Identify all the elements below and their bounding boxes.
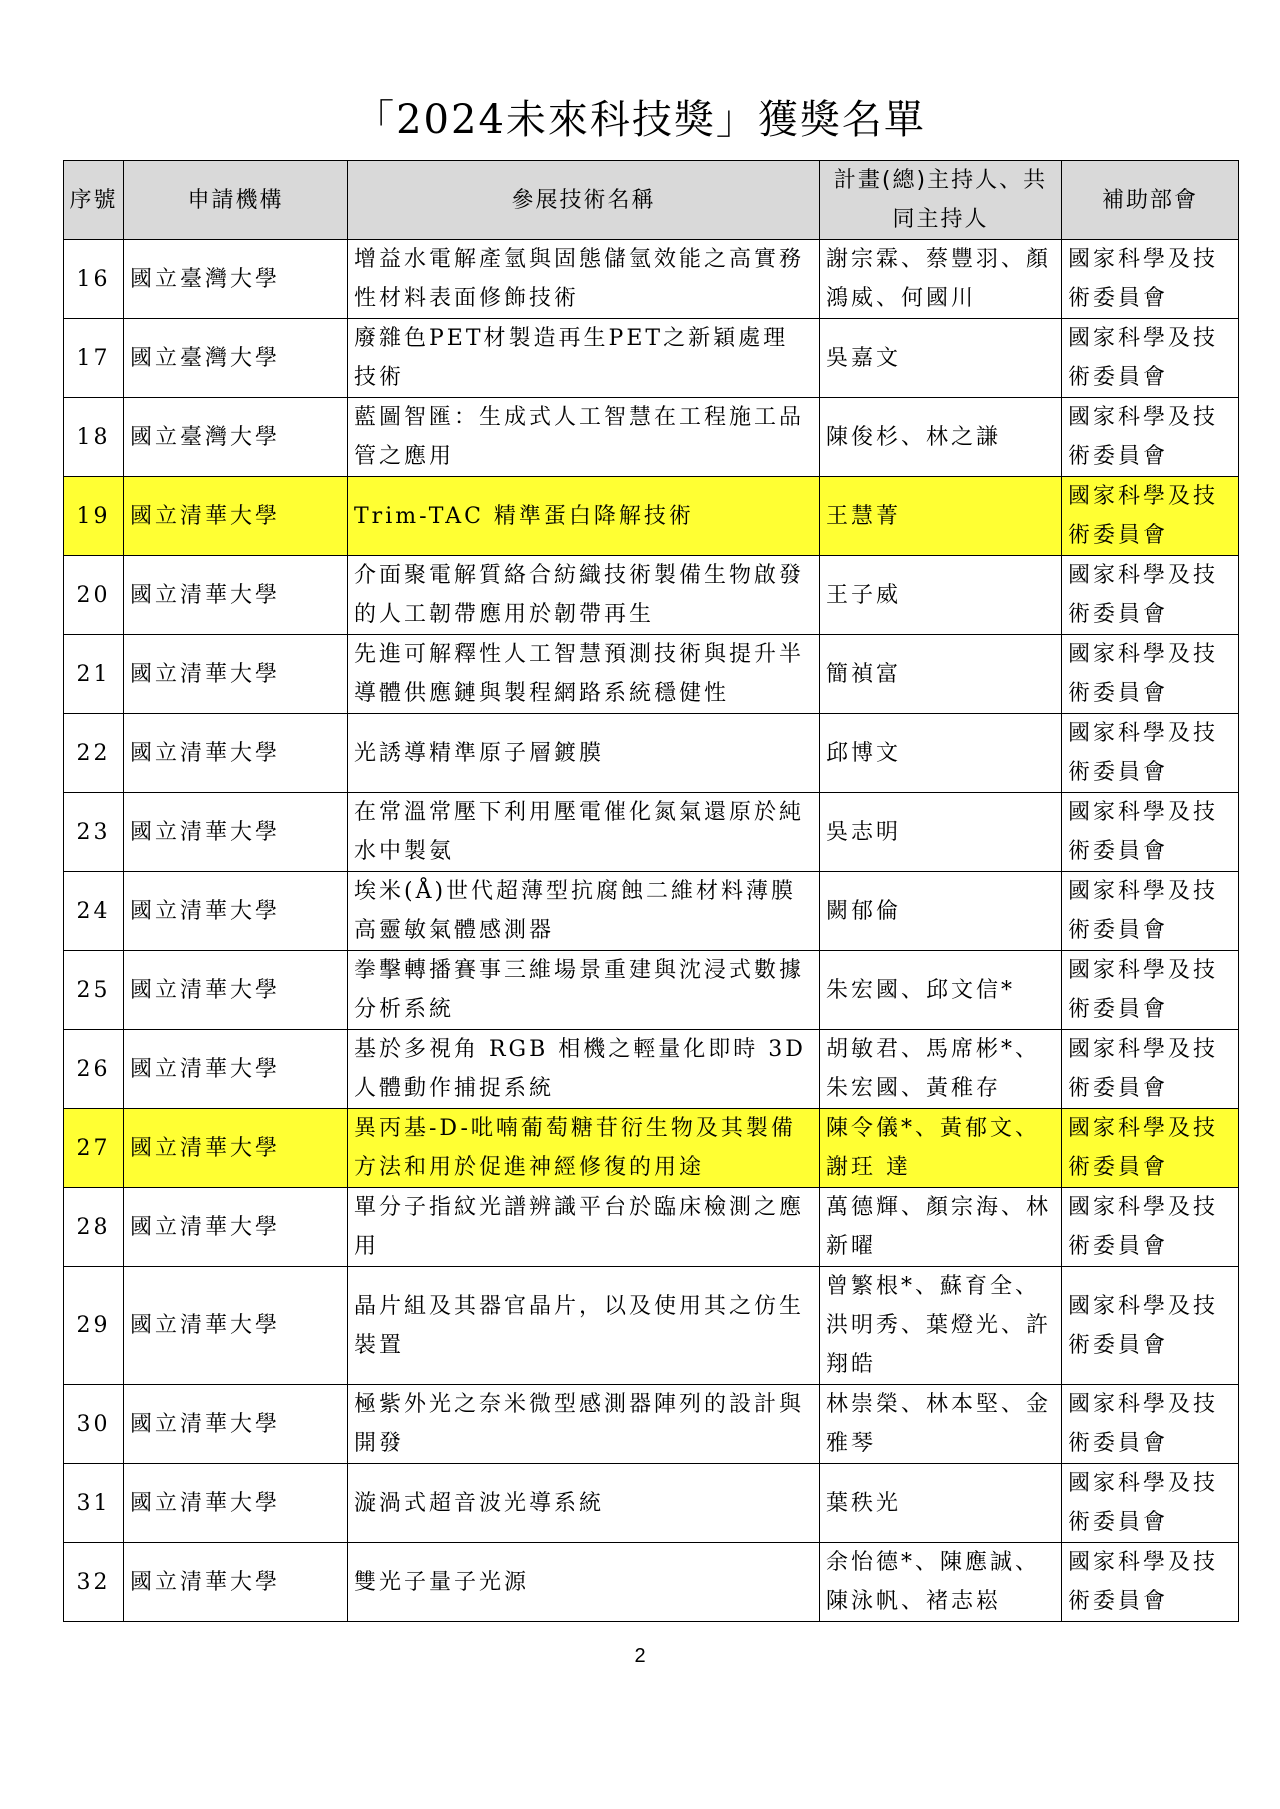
row-org: 國立臺灣大學 (124, 319, 348, 398)
row-tech-name: Trim-TAC 精準蛋白降解技術 (348, 477, 820, 556)
row-host: 曾繁根*、蘇育全、洪明秀、葉燈光、許翔皓 (820, 1267, 1062, 1385)
row-ministry: 國家科學及技術委員會 (1062, 714, 1239, 793)
header-ministry: 補助部會 (1062, 161, 1239, 240)
row-ministry: 國家科學及技術委員會 (1062, 477, 1239, 556)
row-seq: 18 (64, 398, 124, 477)
row-seq: 22 (64, 714, 124, 793)
row-org: 國立清華大學 (124, 1109, 348, 1188)
header-host: 計畫(總)主持人、共同主持人 (820, 161, 1062, 240)
row-ministry: 國家科學及技術委員會 (1062, 1385, 1239, 1464)
header-tech: 參展技術名稱 (348, 161, 820, 240)
row-org: 國立清華大學 (124, 1464, 348, 1543)
row-ministry: 國家科學及技術委員會 (1062, 398, 1239, 477)
header-seq: 序號 (64, 161, 124, 240)
row-seq: 19 (64, 477, 124, 556)
awards-table (63, 160, 1239, 1622)
row-seq: 21 (64, 635, 124, 714)
row-org: 國立清華大學 (124, 793, 348, 872)
row-seq: 30 (64, 1385, 124, 1464)
row-ministry: 國家科學及技術委員會 (1062, 1109, 1239, 1188)
row-tech-name: 先進可解釋性人工智慧預測技術與提升半導體供應鏈與製程網路系統穩健性 (348, 635, 820, 714)
table-row (64, 714, 1239, 793)
table-row (64, 1385, 1239, 1464)
row-ministry: 國家科學及技術委員會 (1062, 1267, 1239, 1385)
row-seq: 25 (64, 951, 124, 1030)
table-body (64, 240, 1239, 1622)
row-seq: 24 (64, 872, 124, 951)
row-tech-name: 極紫外光之奈米微型感測器陣列的設計與開發 (348, 1385, 820, 1464)
row-seq: 23 (64, 793, 124, 872)
row-host: 陳俊杉、林之謙 (820, 398, 1062, 477)
row-tech-name: 單分子指紋光譜辨識平台於臨床檢測之應用 (348, 1188, 820, 1267)
row-ministry: 國家科學及技術委員會 (1062, 951, 1239, 1030)
row-org: 國立清華大學 (124, 714, 348, 793)
row-tech-name: 拳擊轉播賽事三維場景重建與沈浸式數據分析系統 (348, 951, 820, 1030)
row-org: 國立清華大學 (124, 477, 348, 556)
row-tech-name: 漩渦式超音波光導系統 (348, 1464, 820, 1543)
row-tech-name: 增益水電解產氫與固態儲氫效能之高實務性材料表面修飾技術 (348, 240, 820, 319)
row-seq: 17 (64, 319, 124, 398)
row-org: 國立清華大學 (124, 556, 348, 635)
row-org: 國立清華大學 (124, 1543, 348, 1622)
row-host: 吳嘉文 (820, 319, 1062, 398)
row-org: 國立臺灣大學 (124, 398, 348, 477)
table-row (64, 793, 1239, 872)
row-ministry: 國家科學及技術委員會 (1062, 1188, 1239, 1267)
row-tech-name: 光誘導精準原子層鍍膜 (348, 714, 820, 793)
row-host: 簡禎富 (820, 635, 1062, 714)
row-seq: 26 (64, 1030, 124, 1109)
row-seq: 28 (64, 1188, 124, 1267)
table-row (64, 951, 1239, 1030)
page-number: 2 (634, 1645, 646, 1667)
table-row (64, 1464, 1239, 1543)
table-row (64, 1543, 1239, 1622)
row-host: 朱宏國、邱文信* (820, 951, 1062, 1030)
row-org: 國立清華大學 (124, 951, 348, 1030)
row-tech-name: 晶片組及其器官晶片，以及使用其之仿生裝置 (348, 1267, 820, 1385)
document-title: 「2024未來科技獎」獲獎名單 (354, 97, 926, 143)
row-ministry: 國家科學及技術委員會 (1062, 635, 1239, 714)
row-host: 闕郁倫 (820, 872, 1062, 951)
row-org: 國立清華大學 (124, 1267, 348, 1385)
row-ministry: 國家科學及技術委員會 (1062, 872, 1239, 951)
table-row (64, 556, 1239, 635)
row-org: 國立清華大學 (124, 1385, 348, 1464)
table-row (64, 1188, 1239, 1267)
row-host: 余怡德*、陳應誠、陳泳帆、褚志崧 (820, 1543, 1062, 1622)
header-org: 申請機構 (124, 161, 348, 240)
row-host: 謝宗霖、蔡豐羽、顏鴻威、何國川 (820, 240, 1062, 319)
row-tech-name: 異丙基-D-吡喃葡萄糖苷衍生物及其製備方法和用於促進神經修復的用途 (348, 1109, 820, 1188)
row-host: 吳志明 (820, 793, 1062, 872)
table-row (64, 635, 1239, 714)
row-org: 國立臺灣大學 (124, 240, 348, 319)
row-host: 林崇榮、林本堅、金雅琴 (820, 1385, 1062, 1464)
row-tech-name: 介面聚電解質絡合紡織技術製備生物啟發的人工韌帶應用於韌帶再生 (348, 556, 820, 635)
row-ministry: 國家科學及技術委員會 (1062, 556, 1239, 635)
row-host: 陳令儀*、黃郁文、謝玨 達 (820, 1109, 1062, 1188)
row-host: 葉秩光 (820, 1464, 1062, 1543)
row-host: 萬德輝、顏宗海、林新曜 (820, 1188, 1062, 1267)
row-org: 國立清華大學 (124, 1188, 348, 1267)
row-host: 王子威 (820, 556, 1062, 635)
table-row (64, 398, 1239, 477)
row-seq: 31 (64, 1464, 124, 1543)
row-seq: 29 (64, 1267, 124, 1385)
row-ministry: 國家科學及技術委員會 (1062, 793, 1239, 872)
row-tech-name: 藍圖智匯：生成式人工智慧在工程施工品管之應用 (348, 398, 820, 477)
row-org: 國立清華大學 (124, 1030, 348, 1109)
row-ministry: 國家科學及技術委員會 (1062, 1030, 1239, 1109)
row-tech-name: 廢雜色PET材製造再生PET之新穎處理技術 (348, 319, 820, 398)
row-host: 邱博文 (820, 714, 1062, 793)
row-host: 王慧菁 (820, 477, 1062, 556)
table-row (64, 1030, 1239, 1109)
row-org: 國立清華大學 (124, 635, 348, 714)
row-seq: 16 (64, 240, 124, 319)
row-ministry: 國家科學及技術委員會 (1062, 1543, 1239, 1622)
row-seq: 27 (64, 1109, 124, 1188)
row-tech-name: 基於多視角 RGB 相機之輕量化即時 3D 人體動作捕捉系統 (348, 1030, 820, 1109)
row-tech-name: 埃米(Å)世代超薄型抗腐蝕二維材料薄膜高靈敏氣體感測器 (348, 872, 820, 951)
row-tech-name: 在常溫常壓下利用壓電催化氮氣還原於純水中製氨 (348, 793, 820, 872)
row-host: 胡敏君、馬席彬*、朱宏國、黃稚存 (820, 1030, 1062, 1109)
row-tech-name: 雙光子量子光源 (348, 1543, 820, 1622)
table-row (64, 1267, 1239, 1385)
row-ministry: 國家科學及技術委員會 (1062, 1464, 1239, 1543)
row-org: 國立清華大學 (124, 872, 348, 951)
table-row (64, 240, 1239, 319)
row-ministry: 國家科學及技術委員會 (1062, 319, 1239, 398)
table-header-row (64, 161, 1239, 240)
row-seq: 32 (64, 1543, 124, 1622)
table-row (64, 319, 1239, 398)
table-row (64, 872, 1239, 951)
row-seq: 20 (64, 556, 124, 635)
row-ministry: 國家科學及技術委員會 (1062, 240, 1239, 319)
table-row (64, 477, 1239, 556)
table-row (64, 1109, 1239, 1188)
